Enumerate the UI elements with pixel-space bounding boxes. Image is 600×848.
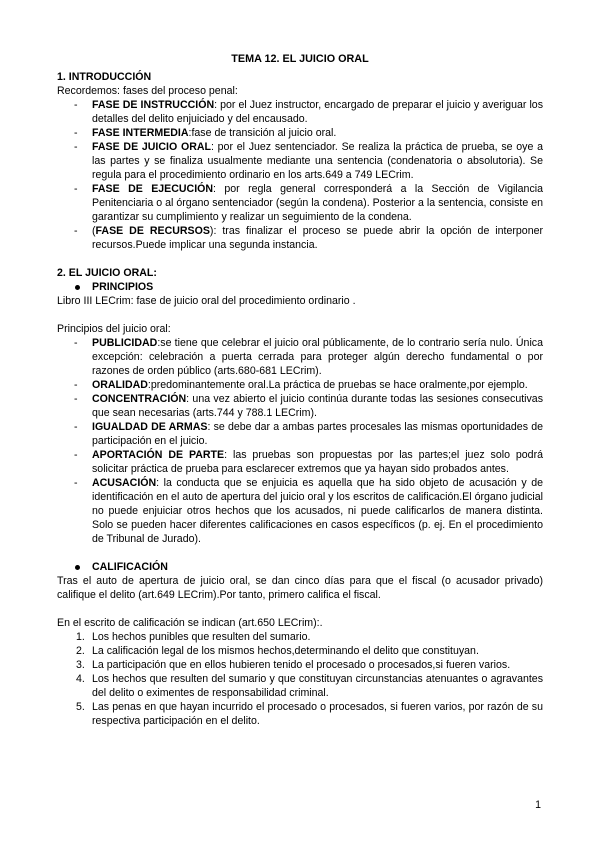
dash-marker: - [74,449,78,461]
phase-term: FASE INTERMEDIA [92,127,189,139]
item-number: 5. [76,701,85,713]
list-item [57,224,543,252]
principles-intro: Principios del juicio oral: [57,323,171,335]
section-heading-introduccion: 1. INTRODUCCIÓN [57,71,152,83]
dash-marker: - [74,337,78,349]
phase-text: ): tras finalizar el proceso se puede abrir la opción de interponer recursos.Puede implicar una segunda instancia. [92,225,544,251]
subsection-label: CALIFICACIÓN [92,561,168,573]
principle-term: PUBLICIDAD [92,337,158,349]
subsection-heading-principios [57,280,543,294]
phase-term: FASE DE EJECUCIÓN [92,183,214,195]
bullet-icon [75,565,80,570]
phase-text: : por regla general corresponderá a la Sección de Vigilancia Penitenciaria o al órgano sentenciador (según la condena). Posterior a la sentencia, consiste en garantizar su cumplimiento y realizar un seguimiento de la condena. [92,183,543,223]
list-item [57,420,543,448]
escrito-intro: En el escrito de calificación se indican (art.650 LECrim):. [57,617,323,629]
list-item [57,140,543,182]
document-body [57,52,543,728]
list-item [57,644,543,658]
bullet-icon [75,285,80,290]
principle-text: : una vez abierto el juicio continúa durante todas las sesiones consecutivas que sean necesarias (arts.744 y 788.1 LECrim). [92,393,543,419]
dash-marker: - [74,99,78,111]
phase-term: FASE DE JUICIO ORAL [92,141,211,153]
principle-text: : las pruebas son propuestas por las partes;el juez solo podrá solicitar práctica de prueba para esclarecer extremos que ya hayan sido probados antes. [92,449,543,475]
principle-text: : la conducta que se enjuicia es aquella que ha sido objeto de acusación y de identificación en el auto de apertura del juicio oral y los escritos de calificación.El órgano judicial no puede enjuiciar otros hechos que los acusados, ni puede calificarlos de manera distinta. Solo se pueden hacer diferentes calificaciones en casos específicos (p. ej. En el procedimiento de Tribunal de Jurado). [92,477,543,545]
principle-term: ACUSACIÓN [92,477,157,489]
item-number: 1. [76,631,85,643]
principle-term: CONCENTRACIÓN [92,393,187,405]
list-item [57,392,543,420]
principles-list [57,336,543,546]
principle-text: :predominantemente oral.La práctica de pruebas se hace oralmente,por ejemplo. [147,379,528,391]
list-item [57,630,543,644]
dash-marker: - [74,141,78,153]
dash-marker: - [74,127,78,139]
list-item [57,336,543,378]
item-text: La participación que en ellos hubieren tenido el procesado o procesados,si fueren varios. [92,659,511,671]
item-text: Los hechos que resulten del sumario y que constituyan circunstancias atenuantes o agravantes del delito o eximentes de responsabilidad criminal. [92,673,543,699]
phase-prefix: ( [92,225,96,237]
principle-term: APORTACIÓN DE PARTE [92,449,225,461]
list-item [57,672,543,700]
principle-text: :se tiene que celebrar el juicio oral públicamente, de lo contrario sería nulo. Única excepción: celebración a puerta cerrada para proteger algún derecho fundamental o por razones de orden público (arts.680-681 LECrim). [92,337,543,377]
phase-term: FASE DE INSTRUCCIÓN [92,99,215,111]
list-item [57,448,543,476]
subsection-label: PRINCIPIOS [92,281,154,293]
dash-marker: - [74,379,78,391]
phase-text: :fase de transición al juicio oral. [188,127,337,139]
phases-intro: Recordemos: fases del proceso penal: [57,85,238,97]
dash-marker: - [74,183,78,195]
list-item [57,126,543,140]
phase-text: : por el Juez sentenciador. Se realiza la práctica de prueba, se oye a las partes y se finaliza usualmente mediante una sentencia (condenatoria o absolutoria). Se regula para el procedimiento ordinario en los arts.649 a 749 LECrim. [92,141,543,181]
dash-marker: - [74,477,78,489]
item-number: 4. [76,673,85,685]
page-title: TEMA 12. EL JUICIO ORAL [231,53,369,65]
phases-list [57,98,543,252]
phase-term: FASE DE RECURSOS [95,225,210,237]
page-number: 1 [535,799,541,811]
item-number: 2. [76,645,85,657]
list-item [57,98,543,126]
phase-text: : por el Juez instructor, encargado de preparar el juicio y averiguar los detalles del delito enjuiciado y del encausado. [92,99,543,125]
item-text: Las penas en que hayan incurrido el procesado o procesados, si fueren varios, por razón de su respectiva participación en el delito. [92,701,543,727]
item-text: La calificación legal de los mismos hechos,determinando el delito que constituyan. [92,645,479,657]
principle-term: ORALIDAD [92,379,148,391]
calificacion-paragraph: Tras el auto de apertura de juicio oral, se dan cinco días para que el fiscal (o acusador privado) califique el delito (art.649 LECrim).Por tanto, primero califica el fiscal. [57,575,543,601]
dash-marker: - [74,393,78,405]
principle-text: : se debe dar a ambas partes procesales las mismas oportunidades de participación en el juicio. [92,421,543,447]
list-item [57,182,543,224]
dash-marker: - [74,421,78,433]
principios-bullet [57,280,543,294]
list-item [57,378,543,392]
item-text: Los hechos punibles que resulten del sumario. [92,631,311,643]
subsection-heading-calificacion [57,560,543,574]
libro-reference: Libro III LECrim: fase de juicio oral del procedimiento ordinario . [57,295,356,307]
dash-marker: - [74,225,78,237]
calificacion-items-list [57,630,543,728]
item-number: 3. [76,659,85,671]
principle-term: IGUALDAD DE ARMAS [92,421,208,433]
calificacion-bullet [57,560,543,574]
list-item [57,658,543,672]
list-item [57,476,543,546]
section-heading-juicio-oral: 2. EL JUICIO ORAL: [57,267,157,279]
list-item [57,700,543,728]
